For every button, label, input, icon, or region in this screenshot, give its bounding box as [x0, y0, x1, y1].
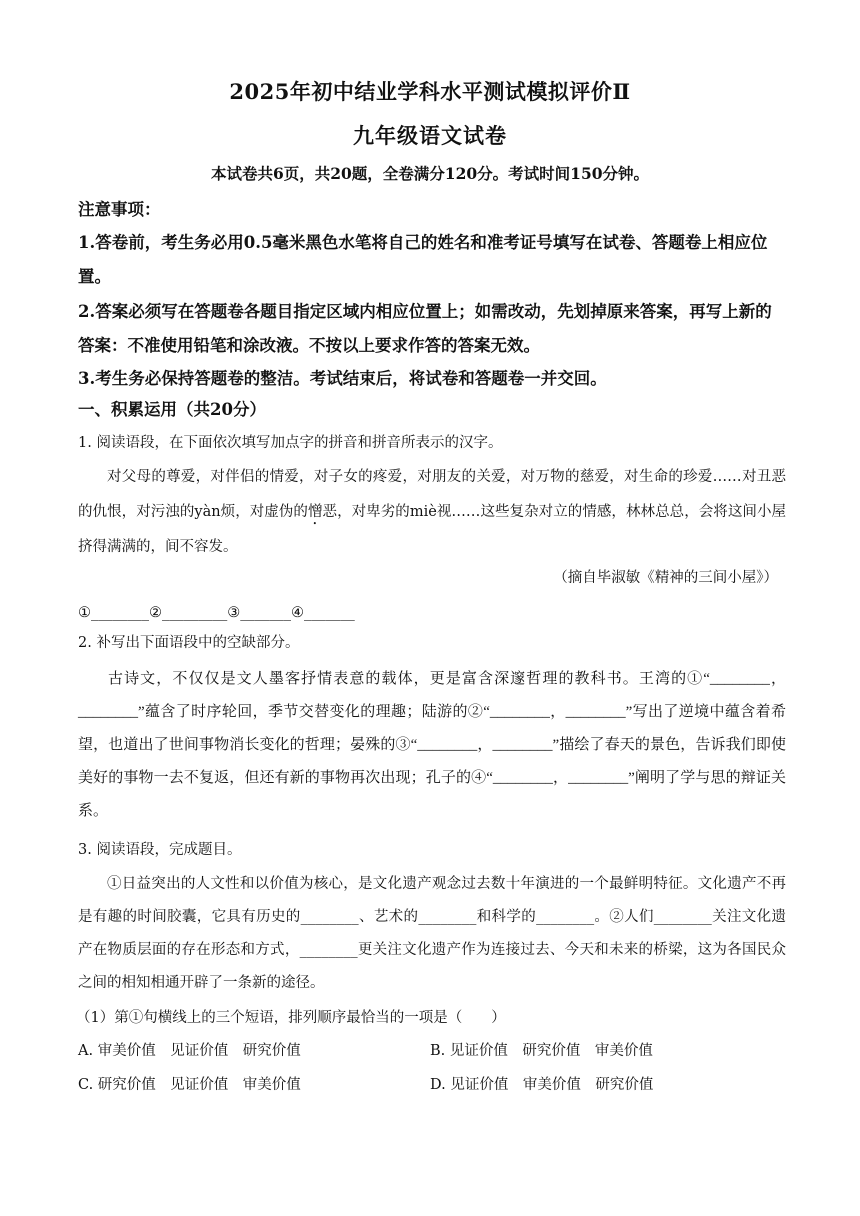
exam-title: 2025年初中结业学科水平测试模拟评价Ⅱ — [229, 79, 631, 104]
question-1-passage — [78, 460, 786, 565]
passage-text-part1: 对父母的尊爱，对伴侣的情爱，对子女的疼爱，对朋友的关爱，对万物的慈爱，对生命的珍爱……对丑恶的仇恨，对污浊的yàn烦，对虚伪的 — [78, 469, 786, 520]
option-d: D. 见证价值 审美价值 研究价值 — [430, 1077, 654, 1093]
option-c: C. 研究价值 见证价值 审美价值 — [78, 1077, 301, 1093]
answer-blanks: ①________②_________③_______④_______ — [78, 605, 355, 621]
notice-item-2: 2.答案必须写在答题卷各题目指定区域内相应位置上；如需改动，先划掉原来答案，再写上新的答案：不准使用铅笔和涂改液。不按以上要求作答的答案无效。 — [78, 302, 772, 355]
question-1-prompt: 1. 阅读语段，在下面依次填写加点字的拼音和拼音所表示的汉字。 — [78, 435, 503, 451]
question-2-prompt: 2. 补写出下面语段中的空缺部分。 — [78, 635, 300, 651]
dotted-character: 憎 — [307, 504, 323, 520]
passage-source: （摘自毕淑敏《精神的三间小屋》） — [553, 570, 778, 586]
question-3-passage: ①日益突出的人文性和以价值为核心，是文化遗产观念过去数十年演进的一个最鲜明特征。文化遗产不再是有趣的时间胶囊，它具有历史的________、艺术的________和科学的________。②人们________关注文化遗产在物质层面的存在形态和方式，________更关注文化遗产作为连接过去、今天和未来的桥梁，这为各国民众之间的相知相通开辟了一条新的途径。 — [78, 876, 786, 991]
option-a: A. 审美价值 见证价值 研究价值 — [78, 1043, 301, 1059]
question-2-passage: 古诗文，不仅仅是文人墨客抒情表意的载体，更是富含深邃哲理的教科书。王湾的①“________，________”蕴含了时序轮回，季节交替变化的理趣；陆游的②“________，________”写出了逆境中蕴含着希望，也道出了世间事物消长变化的哲理；晏殊的③“________，________”描绘了春天的景色，告诉我们即使美好的事物一去不复返，但还有新的事物再次出现；孔子的④“________，________”阐明了学与思的辩证关系。 — [78, 671, 786, 819]
exam-info: 本试卷共6页，共20题，全卷满分120分。考试时间150分钟。 — [210, 164, 650, 183]
question-3-sub1: （1）第①句横线上的三个短语，排列顺序最恰当的一项是（ ） — [76, 1010, 506, 1026]
notice-item-3: 3.考生务必保持答题卷的整洁。考试结束后，将试卷和答题卷一并交回。 — [78, 369, 607, 388]
question-3-prompt: 3. 阅读语段，完成题目。 — [78, 842, 242, 858]
notice-item-1: 1.答卷前，考生务必用0.5毫米黑色水笔将自己的姓名和准考证号填写在试卷、答题卷上相应位置。 — [78, 233, 768, 286]
option-b: B. 见证价值 研究价值 审美价值 — [430, 1043, 653, 1059]
exam-subtitle: 九年级语文试卷 — [353, 123, 507, 148]
section-heading: 一、积累运用（共20分） — [78, 400, 266, 419]
notice-heading: 注意事项： — [78, 200, 161, 219]
passage-text-part2: 恶，对卑劣的miè视……这些复杂对立的情感，林林总总，会将这间小屋挤得满满的，间不容发。 — [78, 504, 787, 555]
